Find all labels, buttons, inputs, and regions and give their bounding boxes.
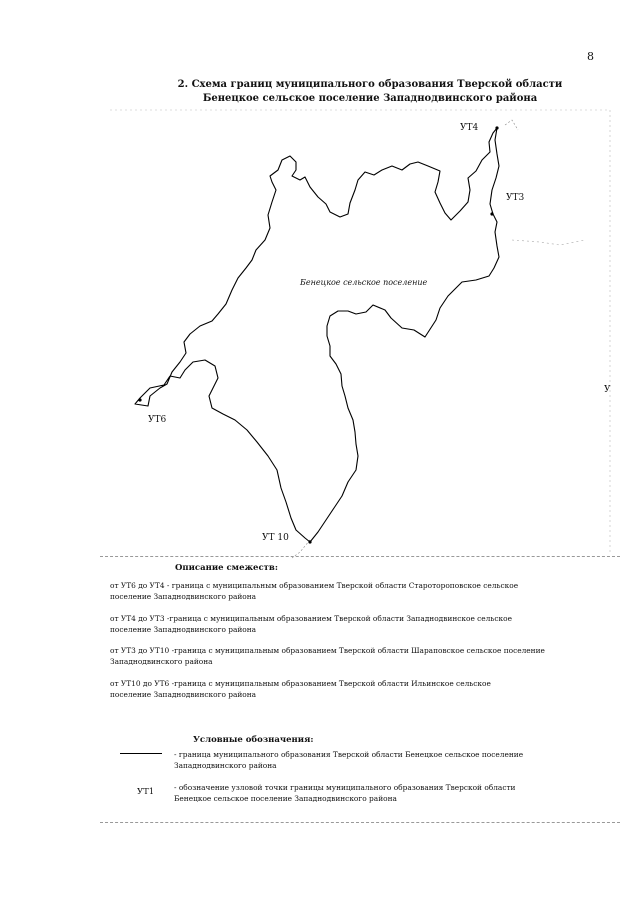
separator-top bbox=[100, 556, 620, 557]
legend-node-line1: - обозначение узловой точки границы муниципального образования Тверской области bbox=[174, 783, 516, 792]
legend-boundary-line2: Западнодвинского района bbox=[174, 761, 277, 770]
legend-boundary-text bbox=[174, 749, 594, 771]
legend-boundary-line bbox=[120, 753, 162, 754]
region-label: Бенецкое сельское поселение bbox=[300, 278, 428, 287]
node-ut3-marker bbox=[490, 212, 493, 215]
boundary-map-svg bbox=[0, 100, 640, 560]
adjacency-item-3 bbox=[110, 645, 610, 667]
node-ut10-marker bbox=[308, 540, 311, 543]
adjacency-item-1 bbox=[110, 580, 610, 602]
legend-node-line2: Бенецкое сельское поселение Западнодвинского района bbox=[174, 794, 397, 803]
adjacency-item-1-line1: от УТ6 до УТ4 - граница с муниципальным образованием Тверской области Старотороповское сельское bbox=[110, 581, 519, 590]
title-line-2: Бенецкое сельское поселение Западнодвинского района bbox=[202, 93, 538, 104]
adjacency-item-3-line2: Западнодвинского района bbox=[110, 657, 213, 666]
adjacency-item-4 bbox=[110, 678, 610, 700]
neighbour-boundary-ut4 bbox=[505, 120, 518, 130]
legend-boundary-line1: - граница муниципального образования Тверской области Бенецкое сельское поселение bbox=[174, 750, 524, 759]
adjacency-item-2-line2: поселение Западнодвинского района bbox=[110, 625, 257, 634]
boundary-map bbox=[0, 100, 640, 560]
adjacency-item-4-line2: поселение Западнодвинского района bbox=[110, 690, 257, 699]
label-ut6: УТ6 bbox=[148, 415, 167, 425]
page-number: 8 bbox=[587, 50, 594, 63]
label-ut4: УТ4 bbox=[460, 123, 479, 133]
node-ut6-marker bbox=[138, 398, 141, 401]
adjacency-item-2-line1: от УТ4 до УТ3 -граница с муниципальным образованием Тверской области Западнодвинское сельское bbox=[110, 614, 512, 623]
node-ut4-marker bbox=[495, 126, 498, 129]
title-line-1: 2. Схема границ муниципального образования Тверской области bbox=[177, 79, 563, 90]
neighbour-boundary-ut3 bbox=[512, 240, 585, 245]
side-mark: У bbox=[604, 385, 611, 395]
legend-node-symbol: УТ1 bbox=[137, 787, 155, 797]
adjacency-item-4-line1: от УТ10 до УТ6 -граница с муниципальным образованием Тверской области Ильинское сельское bbox=[110, 679, 491, 688]
label-ut10: УТ 10 bbox=[262, 533, 289, 543]
adjacency-heading: Описание смежеств: bbox=[175, 563, 278, 573]
legend-heading: Условные обозначения: bbox=[193, 735, 314, 745]
separator-bottom bbox=[100, 822, 620, 823]
adjacency-item-2 bbox=[110, 613, 610, 635]
legend-node-text bbox=[174, 782, 594, 804]
municipal-boundary bbox=[135, 128, 499, 542]
adjacency-item-3-line1: от УТ3 до УТ10 -граница с муниципальным образованием Тверской области Шараповское сельское поселение bbox=[110, 646, 545, 655]
label-ut3: УТ3 bbox=[506, 193, 525, 203]
adjacency-item-1-line2: поселение Западнодвинского района bbox=[110, 592, 257, 601]
